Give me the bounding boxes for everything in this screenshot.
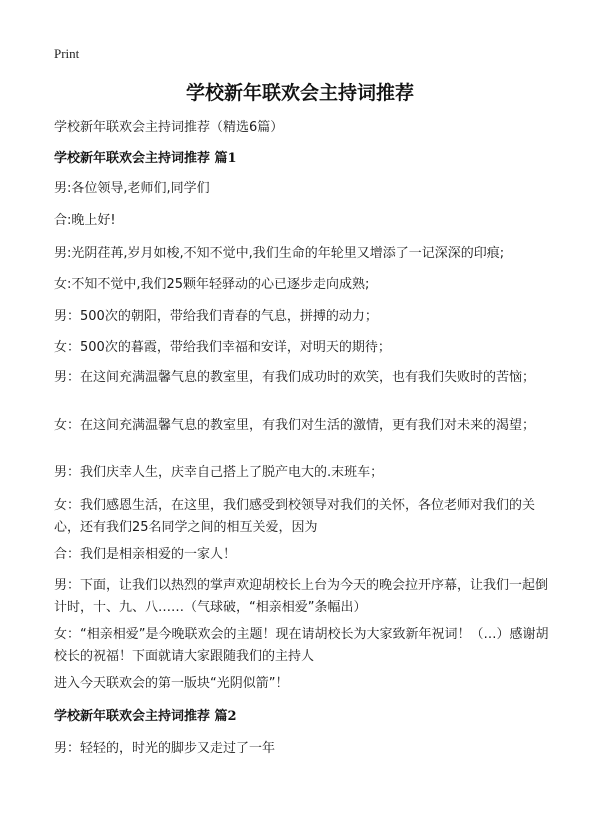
paragraph: 合:晚上好! [54, 213, 116, 228]
paragraph: 进入今天联欢会的第一版块“光阴似箭”！ [54, 676, 289, 691]
paragraph: 男：在这间充满温馨气息的教室里，有我们成功时的欢笑，也有我们失败时的苦恼； [54, 370, 536, 385]
paragraph: 男：下面，让我们以热烈的掌声欢迎胡校长上台为今天的晚会拉开序幕，让我们一起倒计时，十、九、八……（气球破，“相亲相爱”条幅出） [54, 578, 549, 615]
page-title: 学校新年联欢会主持词推荐 [185, 82, 414, 104]
paragraph: 男:各位领导,老师们,同学们 [54, 181, 210, 196]
section-heading-1: 学校新年联欢会主持词推荐 篇1 [54, 151, 237, 166]
paragraph: 男：我们庆幸人生，庆幸自己搭上了脱产电大的.末班车； [54, 465, 384, 480]
paragraph: 女：我们感恩生活，在这里，我们感受到校领导对我们的关怀，各位老师对我们的关心，还有我们25名同学之间的相互关爱，因为 [54, 498, 536, 535]
paragraph: 合：我们是相亲相爱的一家人！ [54, 547, 237, 562]
document-subtitle: 学校新年联欢会主持词推荐（精选6篇） [54, 120, 284, 135]
section-heading-2: 学校新年联欢会主持词推荐 篇2 [54, 709, 237, 724]
print-link[interactable]: Print [54, 46, 80, 61]
paragraph: 女：500次的暮霞，带给我们幸福和安详，对明天的期待； [54, 340, 391, 355]
paragraph: 男:光阴荏苒,岁月如梭,不知不觉中,我们生命的年轮里又增添了一记深深的印痕; [54, 246, 505, 261]
paragraph: 男：轻轻的，时光的脚步又走过了一年 [54, 741, 276, 756]
paragraph: 男：500次的朝阳，带给我们青春的气息，拼搏的动力； [54, 309, 378, 324]
paragraph: 女:不知不觉中,我们25颗年轻驿动的心已逐步走向成熟; [54, 277, 370, 292]
paragraph: 女：在这间充满温馨气息的教室里，有我们对生活的激情，更有我们对未来的渴望； [54, 418, 536, 433]
paragraph: 女：“相亲相爱”是今晚联欢会的主题！现在请胡校长为大家致新年祝词！（…）感谢胡校长的祝福！下面就请大家跟随我们的主持人 [54, 627, 549, 664]
